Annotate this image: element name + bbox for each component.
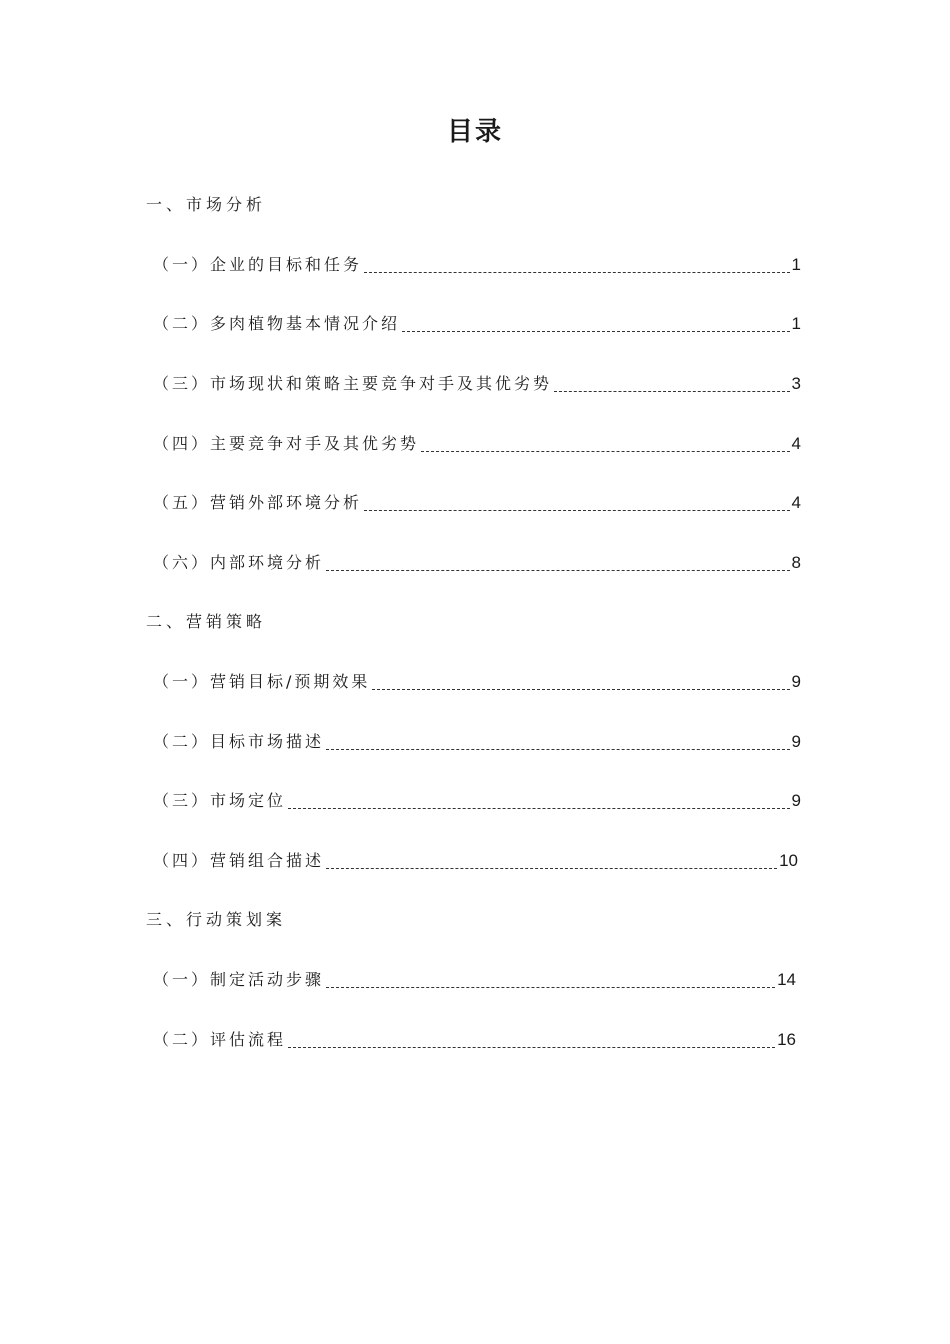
- section-heading-market-analysis: 一、市场分析: [146, 195, 267, 214]
- toc-entry-page: 3: [791, 374, 801, 393]
- toc-entry-page: 16: [777, 1030, 796, 1049]
- dot-leader: [326, 749, 790, 750]
- toc-entry-label: （一）制定活动步骤: [153, 970, 325, 989]
- toc-entry-label: （三）市场定位: [153, 791, 287, 810]
- section-heading-action-plan: 三、行动策划案: [146, 910, 287, 929]
- toc-entry[interactable]: [153, 669, 801, 695]
- toc-entry-label: （四）主要竞争对手及其优劣势: [153, 434, 420, 453]
- toc-entry-page: 8: [791, 553, 801, 572]
- toc-entry[interactable]: [153, 967, 796, 993]
- toc-entry[interactable]: [153, 788, 801, 814]
- toc-entry-label: （三）市场现状和策略主要竞争对手及其优劣势: [153, 374, 553, 393]
- dot-leader: [364, 510, 790, 511]
- toc-entry-page: 9: [791, 672, 801, 691]
- toc-entry-label: （二）评估流程: [153, 1030, 287, 1049]
- dot-leader: [402, 331, 790, 332]
- toc-entry-label: （二）目标市场描述: [153, 732, 325, 751]
- toc-entry[interactable]: [153, 729, 801, 755]
- section-heading-marketing-strategy: 二、营销策略: [146, 612, 267, 631]
- dot-leader: [554, 391, 790, 392]
- dot-leader: [372, 689, 789, 690]
- toc-entry[interactable]: [153, 1027, 796, 1053]
- toc-entry-label: （一）营销目标/预期效果: [153, 672, 371, 691]
- toc-entry-label: （二）多肉植物基本情况介绍: [153, 314, 401, 333]
- dot-leader: [288, 1047, 775, 1048]
- toc-entry[interactable]: [153, 431, 801, 457]
- toc-entry[interactable]: [153, 252, 801, 278]
- toc-entry[interactable]: [153, 311, 801, 337]
- toc-entry-label: （四）营销组合描述: [153, 851, 325, 870]
- toc-entry[interactable]: [153, 371, 801, 397]
- toc-entry-page: 1: [791, 255, 801, 274]
- toc-entry-page: 9: [791, 791, 801, 810]
- toc-entry[interactable]: [153, 550, 801, 576]
- page-title: 目录: [446, 117, 503, 147]
- toc-entry-page: 4: [791, 434, 801, 453]
- toc-entry[interactable]: [153, 848, 798, 874]
- dot-leader: [326, 868, 777, 869]
- toc-entry-label: （五）营销外部环境分析: [153, 493, 363, 512]
- dot-leader: [364, 272, 790, 273]
- dot-leader: [288, 808, 790, 809]
- toc-entry-page: 10: [779, 851, 798, 870]
- toc-entry[interactable]: [153, 490, 801, 516]
- toc-entry-page: 9: [791, 732, 801, 751]
- toc-entry-page: 14: [777, 970, 796, 989]
- toc-entry-label: （六）内部环境分析: [153, 553, 325, 572]
- toc-entry-label: （一）企业的目标和任务: [153, 255, 363, 274]
- toc-entry-page: 1: [791, 314, 801, 333]
- dot-leader: [326, 570, 790, 571]
- dot-leader: [421, 451, 790, 452]
- toc-entry-page: 4: [791, 493, 801, 512]
- dot-leader: [326, 987, 775, 988]
